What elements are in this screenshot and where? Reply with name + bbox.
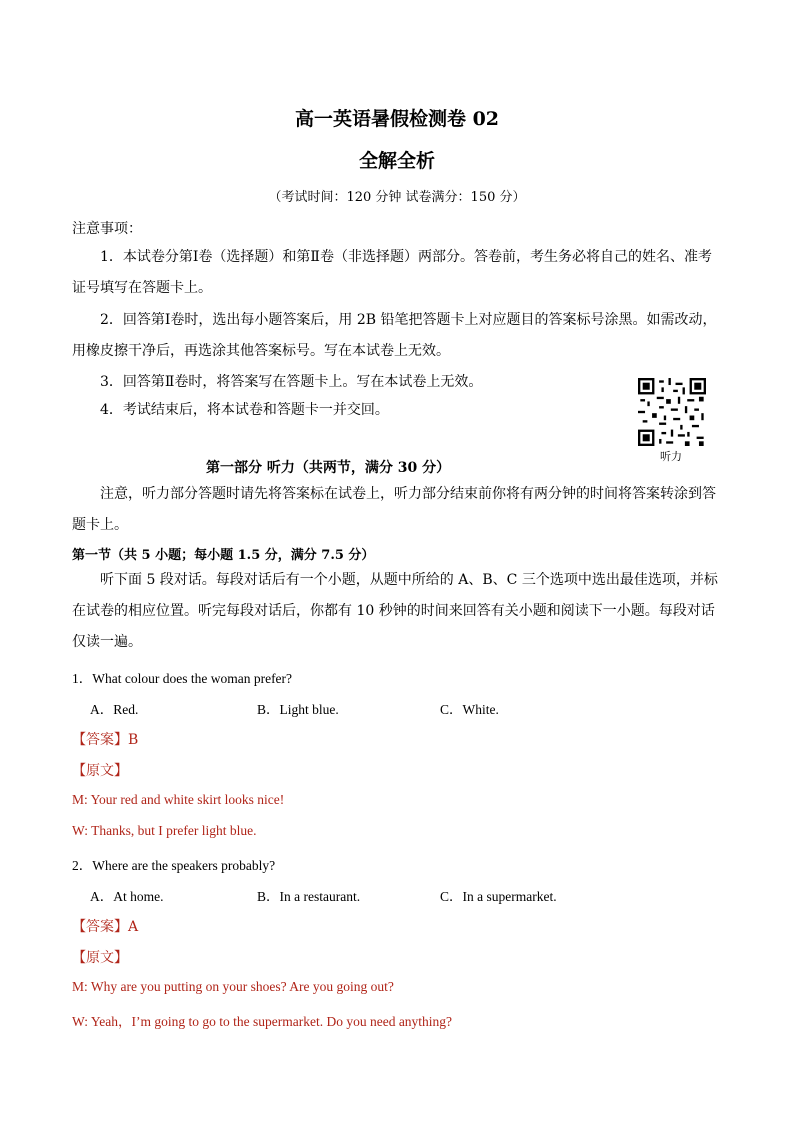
question-2-option-b: B．In a restaurant.: [257, 889, 361, 904]
question-1-answer: 【答案】B: [72, 732, 139, 748]
question-1-option-a: A．Red.: [90, 702, 139, 717]
question-1-option-c: C．White.: [440, 702, 499, 717]
qr-code-image[interactable]: [638, 378, 706, 446]
question-1-transcript-label: 【原文】: [72, 763, 128, 779]
notes-heading: 注意事项：: [72, 221, 142, 237]
exam-info: （考试时间：120 分钟 试卷满分：150 分）: [268, 190, 526, 205]
qr-caption: 听力: [660, 450, 682, 463]
question-2-stem: 2．Where are the speakers probably?: [72, 858, 276, 873]
note-item-4: 4．考试结束后，将本试卷和答题卡一并交回。: [100, 402, 389, 418]
section1-instructions: 听下面 5 段对话。每段对话后有一个小题，从题中所给的 A、B、C 三个选项中选出最佳选项，并标在试卷的相应位置。听完每段对话后，你都有 10 秒钟的时间来回答有关小题和阅读下一小题。每段对话仅读一遍。: [72, 572, 718, 650]
question-2-line-1: M: Why are you putting on your shoes? Are you going out?: [72, 979, 394, 994]
page-subtitle: 全解全析: [358, 150, 435, 172]
part1-heading: 第一部分 听力（共两节，满分 30 分）: [206, 460, 451, 476]
question-2-transcript-label: 【原文】: [72, 950, 128, 966]
question-2-option-a: A．At home.: [90, 889, 164, 904]
question-1-stem: 1．What colour does the woman prefer?: [72, 671, 293, 686]
question-1-option-b: B．Light blue.: [257, 702, 339, 717]
note-item-2: 2．回答第Ⅰ卷时，选出每小题答案后，用 2B 铅笔把答题卡上对应题目的答案标号涂黑。如需改动，用橡皮擦干净后，再选涂其他答案标号。写在本试卷上无效。: [72, 312, 717, 359]
question-2-option-c: C．In a supermarket.: [440, 889, 557, 904]
question-1-line-1: M: Your red and white skirt looks nice!: [72, 792, 285, 807]
note-item-1: 1．本试卷分第Ⅰ卷（选择题）和第Ⅱ卷（非选择题）两部分。答卷前，考生务必将自己的姓名、准考证号填写在答题卡上。: [72, 249, 712, 296]
question-1-line-2: W: Thanks, but I prefer light blue.: [72, 823, 257, 838]
question-2-answer: 【答案】A: [72, 919, 139, 935]
note-item-3: 3．回答第Ⅱ卷时，将答案写在答题卡上。写在本试卷上无效。: [100, 374, 483, 390]
page-title: 高一英语暑假检测卷 02: [294, 108, 500, 130]
part1-note: 注意，听力部分答题时请先将答案标在试卷上，听力部分结束前你将有两分钟的时间将答案转涂到答题卡上。: [72, 486, 716, 533]
question-2-line-2: W: Yeah，I’m going to go to the supermarket. Do you need anything?: [72, 1014, 453, 1029]
section1-heading: 第一节（共 5 小题；每小题 1.5 分，满分 7.5 分）: [72, 548, 375, 563]
